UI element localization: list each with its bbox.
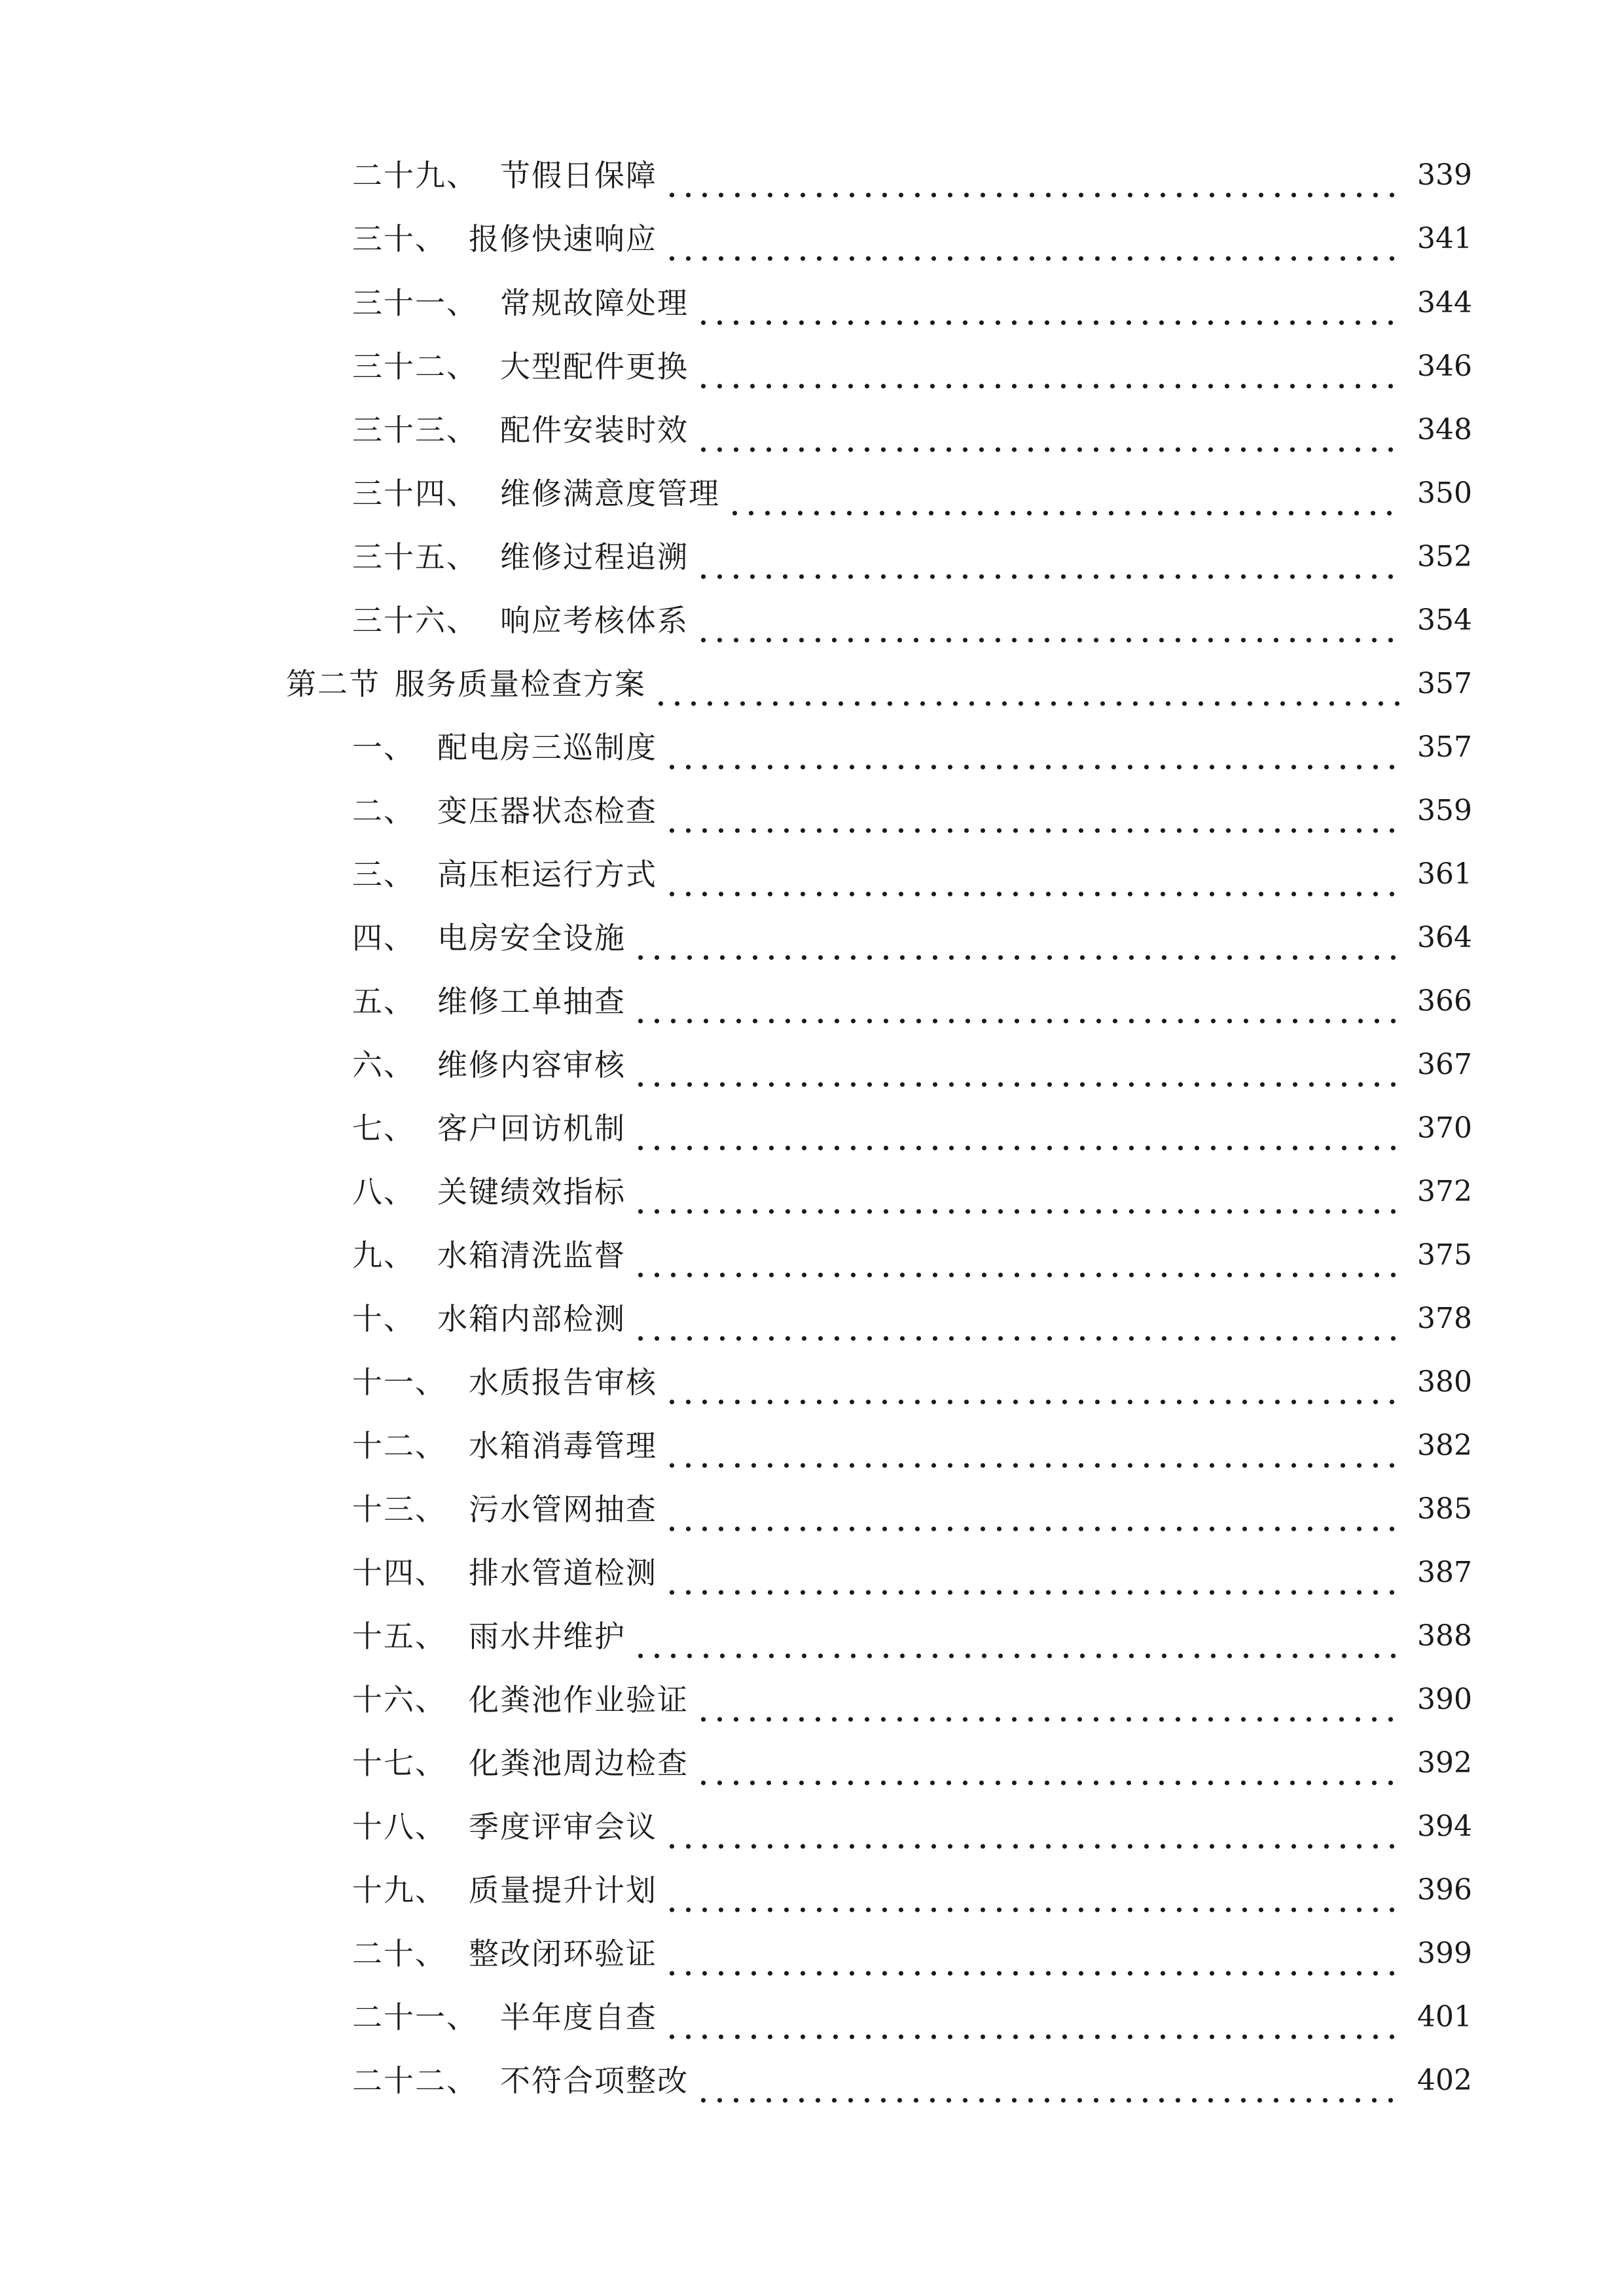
toc-section-entry[interactable] [286,655,1471,713]
toc-entry-page: 390 [1417,1683,1472,1716]
toc-dot-leader [664,1988,1403,2047]
toc-entry-title: 质量提升计划 [469,1873,657,1908]
toc-entry-page: 339 [1417,158,1472,192]
toc-entry-number: 三十一、 [352,285,478,321]
toc-dot-leader [653,655,1403,713]
toc-entry-title: 报修快速响应 [469,221,657,257]
toc-entry[interactable] [352,1924,1471,1983]
toc-dot-leader [695,528,1403,586]
toc-dot-leader [664,1861,1403,1920]
toc-dot-leader [664,718,1403,777]
toc-entry-title: 化粪池作业验证 [469,1682,689,1717]
toc-entry-title: 常规故障处理 [500,285,689,321]
toc-entry-page: 382 [1417,1429,1472,1462]
toc-dot-leader [664,1353,1403,1412]
toc-entry-title: 半年度自查 [500,2000,657,2035]
toc-entry-number: 六、 [352,1047,415,1083]
toc-entry[interactable] [352,1226,1471,1285]
toc-entry[interactable] [352,337,1471,396]
toc-dot-leader [664,845,1403,904]
toc-entry-page: 344 [1417,286,1472,319]
toc-entry-number: 二十一、 [352,2000,478,2035]
toc-entry-page: 352 [1417,540,1472,573]
toc-dot-leader [632,1226,1403,1285]
toc-entry-title: 电房安全设施 [437,920,626,956]
toc-entry-title: 水箱清洗监督 [437,1238,626,1273]
toc-entry[interactable] [352,528,1471,586]
toc-entry-page: 364 [1417,921,1472,954]
toc-entry-title: 维修内容审核 [437,1047,626,1083]
toc-entry-title: 响应考核体系 [500,603,689,638]
toc-dot-leader [664,209,1403,268]
toc-entry-number: 三十六、 [352,603,478,638]
toc-entry-number: 十九、 [352,1873,446,1908]
toc-entry-title: 服务质量检查方案 [395,666,646,702]
toc-entry[interactable] [352,591,1471,650]
toc-entry-page: 357 [1417,667,1472,700]
toc-entry-title: 高压柜运行方式 [437,857,657,892]
toc-dot-leader [695,401,1403,459]
toc-dot-leader [664,1797,1403,1856]
toc-entry[interactable] [352,1099,1471,1158]
toc-entry[interactable] [352,1670,1471,1729]
toc-dot-leader [664,781,1403,840]
toc-entry-page: 361 [1417,857,1472,891]
toc-entry-page: 359 [1417,794,1472,827]
toc-dot-leader [664,1416,1403,1475]
toc-entry[interactable] [352,1734,1471,1793]
toc-entry-page: 357 [1417,730,1472,764]
toc-entry-number: 二、 [352,793,415,829]
toc-entry[interactable] [352,1035,1471,1094]
toc-entry-page: 346 [1417,350,1472,383]
toc-entry-number: 七、 [352,1111,415,1146]
toc-dot-leader [695,274,1403,332]
toc-entry-page: 396 [1417,1873,1472,1907]
toc-entry-number: 二十、 [352,1936,446,1971]
toc-entry-title: 季度评审会议 [469,1809,657,1844]
toc-entry-page: 341 [1417,222,1472,255]
toc-dot-leader [695,337,1403,396]
toc-entry-title: 维修满意度管理 [500,476,720,511]
toc-entry-title: 排水管道检测 [469,1555,657,1590]
toc-dot-leader [632,972,1403,1031]
toc-entry-number: 十七、 [352,1746,446,1781]
toc-entry[interactable] [352,1289,1471,1348]
toc-entry-page: 354 [1417,603,1472,637]
toc-entry-number: 十二、 [352,1428,446,1463]
toc-entry-number: 十八、 [352,1809,446,1844]
toc-dot-leader [664,146,1403,205]
toc-entry-number: 十五、 [352,1619,446,1654]
toc-entry-number: 五、 [352,984,415,1019]
toc-entry[interactable] [352,1861,1471,1920]
toc-entry-title: 不符合项整改 [500,2063,689,2098]
toc-entry-page: 350 [1417,476,1472,510]
toc-entry-page: 375 [1417,1238,1472,1272]
toc-entry-number: 一、 [352,730,415,765]
toc-entry[interactable] [352,1416,1471,1475]
toc-entry[interactable] [352,1353,1471,1412]
toc-dot-leader [632,1607,1403,1666]
toc-entry-page: 380 [1417,1365,1472,1399]
toc-entry[interactable] [352,1607,1471,1666]
toc-entry-page: 399 [1417,1937,1472,1970]
toc-entry[interactable] [352,1988,1471,2047]
toc-entry-number: 十六、 [352,1682,446,1717]
toc-dot-leader [695,591,1403,650]
toc-entry-number: 三、 [352,857,415,892]
toc-dot-leader [695,1670,1403,1729]
toc-entry-title: 水箱消毒管理 [469,1428,657,1463]
toc-entry[interactable] [352,718,1471,777]
toc-entry[interactable] [352,209,1471,268]
toc-entry[interactable] [352,972,1471,1031]
toc-entry-title: 客户回访机制 [437,1111,626,1146]
toc-entry[interactable] [352,1543,1471,1602]
toc-entry-page: 348 [1417,413,1472,446]
toc-entry-number: 四、 [352,920,415,956]
toc-dot-leader [664,1924,1403,1983]
toc-entry-page: 392 [1417,1746,1472,1780]
toc-entry-title: 水箱内部检测 [437,1301,626,1336]
toc-entry-title: 维修工单抽查 [437,984,626,1019]
toc-entry-page: 367 [1417,1048,1472,1081]
toc-entry-title: 维修过程追溯 [500,539,689,575]
toc-entry-page: 372 [1417,1175,1472,1208]
toc-dot-leader [695,1734,1403,1793]
toc-entry-title: 污水管网抽查 [469,1492,657,1527]
toc-entry[interactable] [352,781,1471,840]
toc-entry-number: 九、 [352,1238,415,1273]
toc-dot-leader [664,1480,1403,1539]
toc-entry-page: 378 [1417,1302,1472,1335]
toc-entry[interactable] [352,2051,1471,2110]
toc-dot-leader [632,1035,1403,1094]
toc-entry-page: 385 [1417,1492,1472,1526]
toc-entry-page: 388 [1417,1619,1472,1653]
toc-entry-page: 401 [1417,2000,1472,2034]
toc-entry-title: 变压器状态检查 [437,793,657,829]
toc-entry-number: 第二节 [286,666,380,702]
toc-entry-number: 二十九、 [352,158,478,193]
toc-entry-page: 402 [1417,2064,1472,2097]
toc-entry-page: 370 [1417,1111,1472,1145]
toc-entry-page: 366 [1417,984,1472,1018]
toc-entry-title: 水质报告审核 [469,1365,657,1400]
toc-entry[interactable] [352,401,1471,459]
toc-entry-title: 节假日保障 [500,158,657,193]
toc-dot-leader [632,908,1403,967]
toc-entry[interactable] [352,274,1471,332]
toc-entry-title: 整改闭环验证 [469,1936,657,1971]
toc-dot-leader [695,2051,1403,2110]
toc-entry-title: 化粪池周边检查 [469,1746,689,1781]
toc-dot-leader [632,1099,1403,1158]
toc-entry-number: 三十四、 [352,476,478,511]
toc-entry-number: 十四、 [352,1555,446,1590]
toc-dot-leader [632,1289,1403,1348]
toc-entry-title: 雨水井维护 [469,1619,626,1654]
toc-dot-leader [632,1162,1403,1221]
toc-entry-number: 三十三、 [352,412,478,448]
toc-entry-number: 三十、 [352,221,446,257]
toc-entry[interactable] [352,845,1471,904]
toc-entry-number: 十一、 [352,1365,446,1400]
toc-entry-title: 大型配件更换 [500,349,689,384]
toc-entry[interactable] [352,146,1471,205]
toc-entry-number: 十、 [352,1301,415,1336]
toc-dot-leader [727,464,1403,523]
toc-entry[interactable] [352,464,1471,523]
toc-entry-page: 394 [1417,1810,1472,1843]
toc-entry-number: 八、 [352,1174,415,1210]
toc-entry-page: 387 [1417,1556,1472,1589]
toc-entry-title: 配电房三巡制度 [437,730,657,765]
toc-entry-number: 三十二、 [352,349,478,384]
toc-entry-number: 十三、 [352,1492,446,1527]
toc-entry-number: 三十五、 [352,539,478,575]
toc-dot-leader [664,1543,1403,1602]
toc-entry-title: 关键绩效指标 [437,1174,626,1210]
toc-entry[interactable] [352,908,1471,967]
toc-entry[interactable] [352,1797,1471,1856]
toc-entry[interactable] [352,1162,1471,1221]
toc-entry[interactable] [352,1480,1471,1539]
toc-entry-title: 配件安装时效 [500,412,689,448]
toc-entry-number: 二十二、 [352,2063,478,2098]
